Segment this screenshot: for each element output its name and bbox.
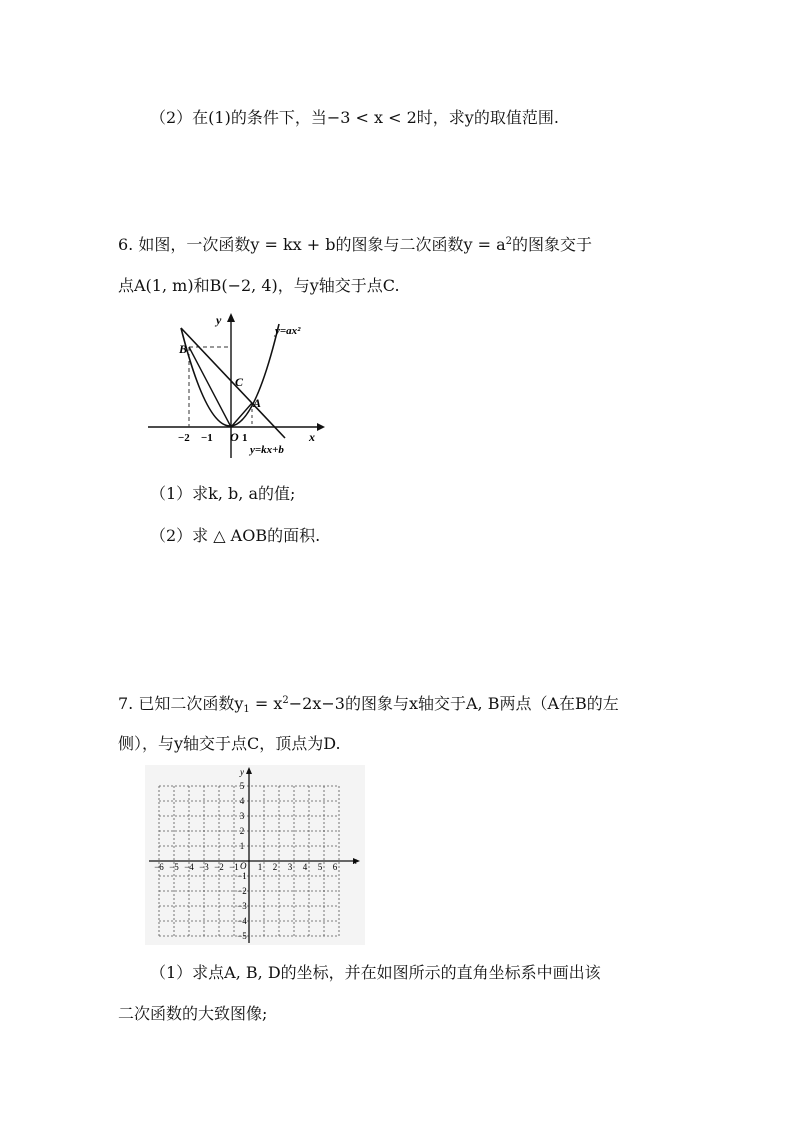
- grid-x-tick-label: −5: [169, 862, 179, 872]
- problem7-part1-line2: 二次函数的大致图像;: [118, 1004, 268, 1023]
- grid-y-tick-label: −3: [237, 901, 247, 911]
- grid-label-origin: O: [240, 861, 247, 871]
- problem7-text-a: 7. 已知二次函数y: [118, 694, 244, 713]
- grid-x-tick-label: 2: [272, 862, 278, 872]
- problem7-statement-line2: 侧），与y轴交于点C，顶点为D.: [118, 734, 341, 753]
- grid-label-x: x: [353, 856, 357, 866]
- label-point-c: C: [235, 375, 244, 389]
- label-origin: O: [230, 430, 239, 444]
- segment-oa: [231, 403, 252, 427]
- coordinate-grid-svg: [145, 765, 365, 945]
- parabola-curve: [181, 324, 279, 426]
- grid-x-tick-label: −1: [229, 862, 239, 872]
- problem5-part2: （2）在(1)的条件下，当−3 < x < 2时，求y的取值范围.: [150, 108, 559, 127]
- linear-function-line: [181, 328, 285, 438]
- problem7-coordinate-grid: [145, 765, 365, 945]
- grid-x-tick-label: 5: [317, 862, 323, 872]
- problem7-statement-line1: [118, 690, 619, 721]
- grid-x-tick-label: 1: [257, 862, 263, 872]
- grid-x-tick-label: −2: [214, 862, 224, 872]
- label-parabola: y=ax²: [275, 325, 301, 337]
- grid-x-tick-label: −4: [184, 862, 194, 872]
- problem7-text-b: = x: [249, 694, 283, 713]
- grid-x-tick-label: 3: [287, 862, 293, 872]
- problem7-part1-line1: （1）求点A, B, D的坐标，并在如图所示的直角坐标系中画出该: [150, 963, 601, 982]
- grid-x-tick-label: 6: [332, 862, 338, 872]
- label-point-a: A: [253, 396, 262, 410]
- problem6-statement-line1: [118, 231, 592, 256]
- function-graph: [145, 310, 335, 460]
- problem6-statement-line2: 点A(1, m)和B(−2, 4)，与y轴交于点C.: [118, 276, 400, 295]
- grid-y-tick-label: −1: [237, 871, 247, 881]
- grid-x-tick-label: 4: [302, 862, 308, 872]
- problem6-text-b: 的图象交于: [512, 235, 593, 254]
- grid-y-axis-arrow: [246, 767, 252, 774]
- problem7-text-c: −2x−3的图象与x轴交于A, B两点（A在B的左: [288, 694, 619, 713]
- grid-y-tick-label: 1: [239, 841, 245, 851]
- grid-y-tick-label: −5: [237, 931, 247, 941]
- grid-y-tick-label: 3: [239, 811, 245, 821]
- grid-x-tick-label: −6: [154, 862, 164, 872]
- tick-label-neg1: −1: [201, 432, 213, 444]
- problem7-exponent: 2: [282, 695, 289, 706]
- tick-label-neg2: −2: [178, 432, 190, 444]
- problem6-part2: （2）求 △ AOB的面积.: [150, 526, 321, 545]
- problem7-subscript: 1: [243, 704, 250, 715]
- grid-y-tick-label: 4: [239, 796, 245, 806]
- grid-y-tick-label: −4: [237, 916, 247, 926]
- grid-x-tick-label: −3: [199, 862, 209, 872]
- grid-y-tick-label: −2: [237, 886, 247, 896]
- grid-y-tick-label: 2: [239, 826, 245, 836]
- label-x-axis: x: [309, 430, 315, 444]
- problem6-text-a: 6. 如图，一次函数y = kx + b的图象与二次函数y = a: [118, 235, 506, 254]
- label-line: y=kx+b: [250, 444, 284, 456]
- label-point-b: B: [179, 342, 188, 356]
- problem6-figure: [145, 310, 335, 460]
- problem6-exponent: 2: [505, 236, 513, 247]
- tick-label-1: 1: [242, 432, 248, 444]
- label-y-axis: y: [216, 313, 222, 327]
- grid-y-tick-label: 5: [239, 781, 245, 791]
- x-axis-arrow: [317, 423, 325, 431]
- y-axis-arrow: [227, 313, 235, 322]
- grid-label-y: y: [240, 767, 244, 777]
- problem6-part1: （1）求k, b, a的值;: [150, 484, 296, 503]
